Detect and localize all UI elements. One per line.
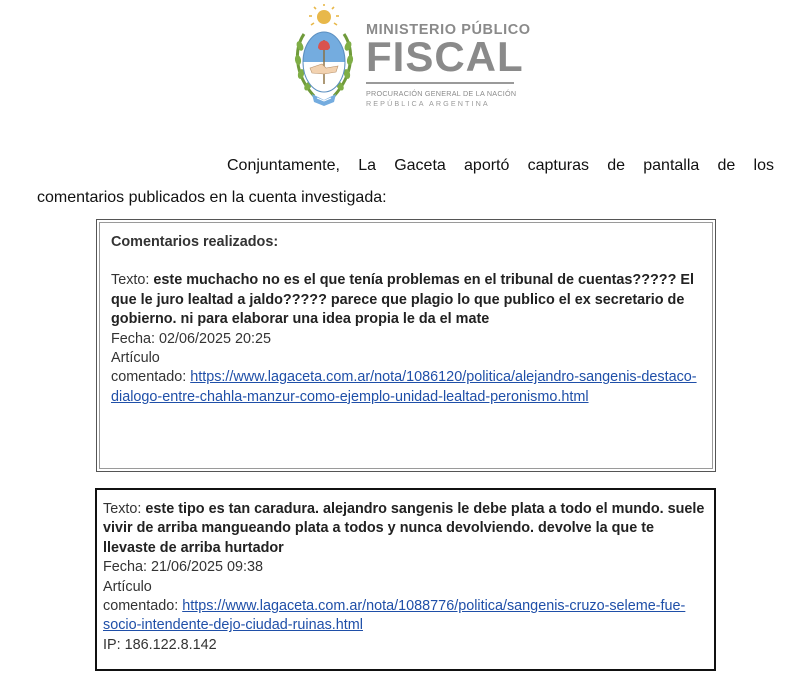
org-logo-text	[366, 22, 531, 109]
comment-screenshot-2	[95, 488, 716, 671]
comment-body: este tipo es tan caradura. alejandro sangenis le debe plata a todo el mundo. suele vivir de arriba mangueando plata a todos y nunca devolviendo. devolve la que te llevaste de arriba hurtador	[103, 501, 705, 556]
paragraph-line-2: comentarios publicados en la cuenta investigada:	[37, 189, 387, 206]
article-link[interactable]: https://www.lagaceta.com.ar/nota/1086120/politica/alejandro-sangenis-destaco-dialogo-entre-chahla-manzur-como-ejemplo-unidad-lealtad-peronismo.html	[111, 369, 697, 405]
comment-date: Fecha: 21/06/2025 09:38	[103, 559, 264, 576]
org-subtitle: PROCURACIÓN GENERAL DE LA NACIÓN	[366, 89, 517, 98]
comment-text	[103, 500, 708, 558]
org-country: REPÚBLICA ARGENTINA	[366, 99, 490, 108]
paragraph-line-1: Conjuntamente, La Gaceta aportó capturas de pantalla de los	[227, 157, 774, 174]
comments-heading: Comentarios realizados:	[111, 234, 279, 250]
comment-body: este muchacho no es el que tenía problemas en el tribunal de cuentas????? El que le juro lealtad a jaldo????? parece que plagio lo que publico el ex secretario de gobierno. ni para elaborar una idea propia le da el mate	[111, 272, 694, 328]
comment-screenshot-1	[96, 219, 716, 472]
article-label: Artículo	[103, 578, 152, 595]
article-link-row	[103, 597, 708, 636]
comment-date: Fecha: 02/06/2025 20:25	[111, 330, 272, 347]
commented-label: comentado:	[103, 598, 183, 615]
article-link[interactable]: https://www.lagaceta.com.ar/nota/1088776/politica/sangenis-cruzo-seleme-fue-socio-intendente-dejo-ciudad-ruinas.html	[103, 598, 686, 634]
text-label: Texto:	[111, 272, 154, 289]
article-label: Artículo	[111, 350, 160, 367]
ip-address: IP: 186.122.8.142	[103, 636, 217, 653]
comment-text	[111, 271, 709, 329]
org-name-line1: MINISTERIO PÚBLICO	[366, 22, 531, 38]
text-label: Texto:	[103, 501, 146, 517]
article-link-row	[111, 368, 709, 407]
commented-label: comentado:	[111, 369, 191, 386]
argentina-coat-of-arms-icon	[290, 4, 358, 108]
page-header	[290, 4, 531, 109]
logo-divider	[366, 82, 514, 84]
org-name-main: FISCAL	[366, 33, 524, 80]
body-paragraph	[37, 150, 774, 214]
